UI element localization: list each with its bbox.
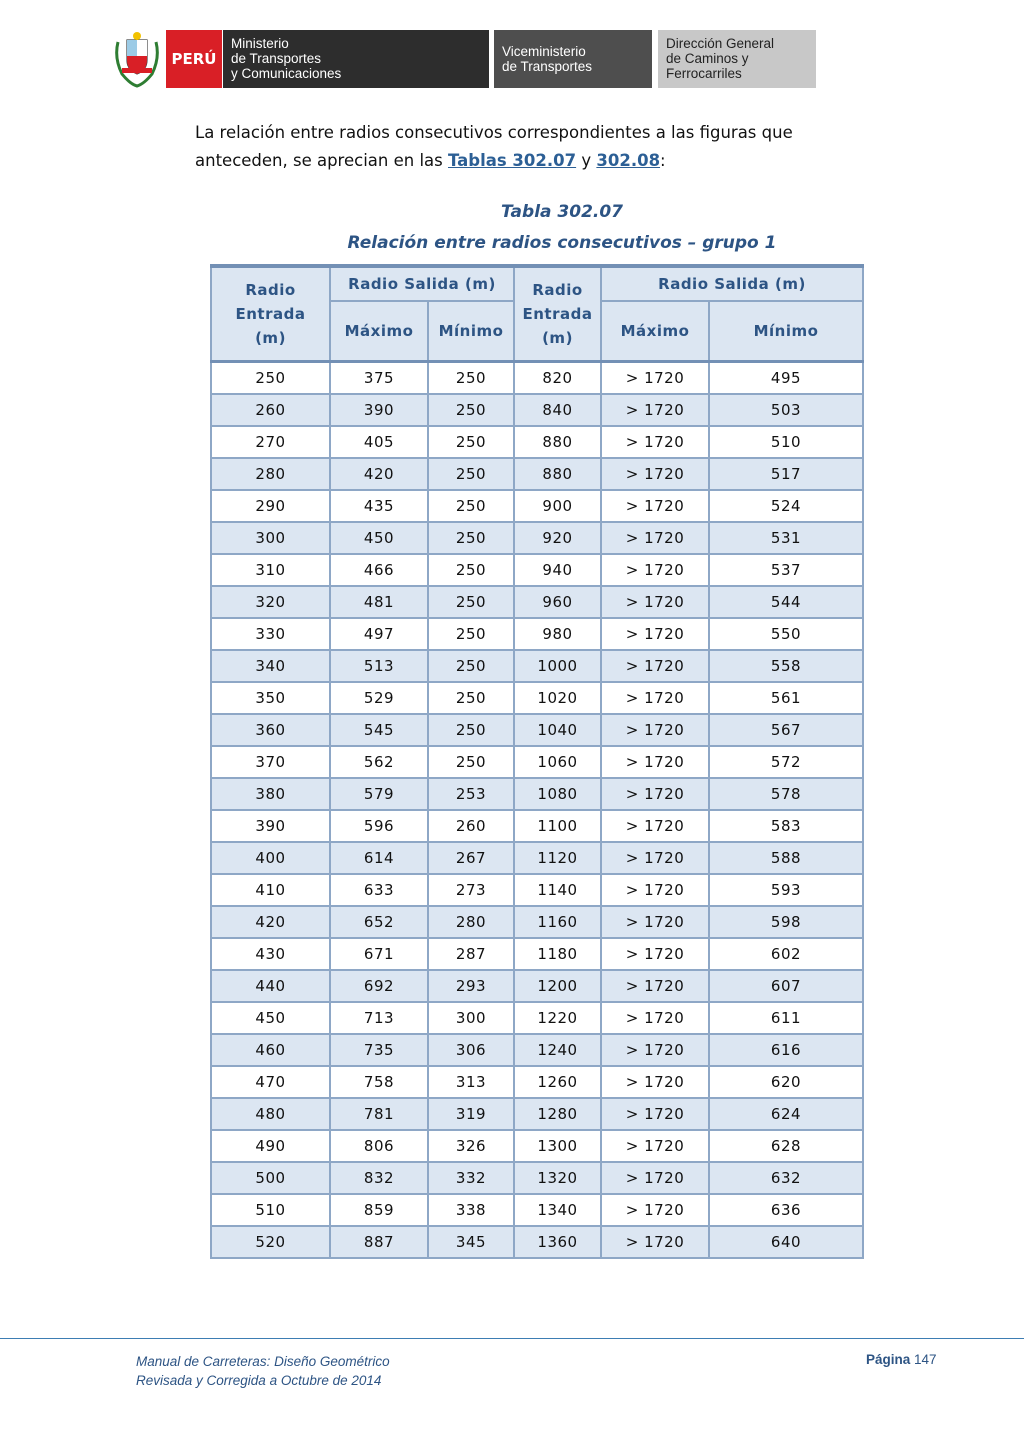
header-radio-entrada-2 bbox=[514, 266, 601, 362]
table-row bbox=[211, 1098, 863, 1130]
table-cell: 290 bbox=[211, 490, 330, 522]
table-row bbox=[211, 586, 863, 618]
direction-block bbox=[658, 30, 816, 88]
table-cell: 319 bbox=[428, 1098, 514, 1130]
table-cell: 460 bbox=[211, 1034, 330, 1066]
table-cell: > 1720 bbox=[601, 682, 709, 714]
table-cell: 380 bbox=[211, 778, 330, 810]
table-cell: 1040 bbox=[514, 714, 601, 746]
table-cell: 250 bbox=[428, 554, 514, 586]
table-cell: 1260 bbox=[514, 1066, 601, 1098]
table-cell: 652 bbox=[330, 906, 428, 938]
table-cell: 596 bbox=[330, 810, 428, 842]
table-cell: 713 bbox=[330, 1002, 428, 1034]
table-cell: 410 bbox=[211, 874, 330, 906]
table-cell: 640 bbox=[709, 1226, 863, 1258]
table-cell: 250 bbox=[428, 490, 514, 522]
table-cell: 250 bbox=[428, 682, 514, 714]
table-cell: 561 bbox=[709, 682, 863, 714]
table-cell: 1300 bbox=[514, 1130, 601, 1162]
viceministry-block bbox=[494, 30, 652, 88]
table-cell: > 1720 bbox=[601, 842, 709, 874]
header-minimo-2: Mínimo bbox=[709, 301, 863, 362]
table-cell: 420 bbox=[330, 458, 428, 490]
table-cell: 531 bbox=[709, 522, 863, 554]
table-cell: 758 bbox=[330, 1066, 428, 1098]
table-cell: 250 bbox=[428, 362, 514, 395]
coat-of-arms-icon bbox=[112, 28, 162, 88]
table-cell: 980 bbox=[514, 618, 601, 650]
footer-manual-info bbox=[136, 1352, 390, 1390]
table-row bbox=[211, 778, 863, 810]
table-cell: > 1720 bbox=[601, 1002, 709, 1034]
table-cell: 781 bbox=[330, 1098, 428, 1130]
table-cell: 614 bbox=[330, 842, 428, 874]
table-cell: 510 bbox=[709, 426, 863, 458]
table-cell: > 1720 bbox=[601, 522, 709, 554]
table-cell: 490 bbox=[211, 1130, 330, 1162]
page-label: Página bbox=[866, 1352, 911, 1367]
table-cell: 280 bbox=[428, 906, 514, 938]
table-cell: 529 bbox=[330, 682, 428, 714]
intro-text-after: : bbox=[660, 151, 666, 170]
table-cell: 250 bbox=[428, 522, 514, 554]
table-cell: 250 bbox=[428, 586, 514, 618]
table-row bbox=[211, 522, 863, 554]
table-cell: 250 bbox=[428, 746, 514, 778]
table-cell: 562 bbox=[330, 746, 428, 778]
table-cell: 293 bbox=[428, 970, 514, 1002]
table-row bbox=[211, 682, 863, 714]
table-cell: > 1720 bbox=[601, 458, 709, 490]
footer-manual-title: Manual de Carreteras: Diseño Geométrico bbox=[136, 1354, 390, 1369]
table-cell: 545 bbox=[330, 714, 428, 746]
table-cell: 450 bbox=[330, 522, 428, 554]
table-cell: 510 bbox=[211, 1194, 330, 1226]
header-radio-label: Radio bbox=[532, 281, 583, 299]
header-maximo-2: Máximo bbox=[601, 301, 709, 362]
table-cell: 832 bbox=[330, 1162, 428, 1194]
table-cell: 250 bbox=[428, 618, 514, 650]
table-cell: 253 bbox=[428, 778, 514, 810]
table-cell: 260 bbox=[428, 810, 514, 842]
ministry-block bbox=[223, 30, 489, 88]
table-cell: 920 bbox=[514, 522, 601, 554]
table-number-caption: Tabla 302.07 bbox=[500, 202, 624, 222]
table-cell: 250 bbox=[428, 426, 514, 458]
table-cell: 332 bbox=[428, 1162, 514, 1194]
table-cell: 583 bbox=[709, 810, 863, 842]
header-maximo-1: Máximo bbox=[330, 301, 428, 362]
table-cell: 602 bbox=[709, 938, 863, 970]
table-cell: 1320 bbox=[514, 1162, 601, 1194]
table-row bbox=[211, 1130, 863, 1162]
table-cell: 572 bbox=[709, 746, 863, 778]
table-cell: 692 bbox=[330, 970, 428, 1002]
country-label: PERÚ bbox=[171, 50, 217, 68]
table-cell: > 1720 bbox=[601, 1066, 709, 1098]
footer-revision: Revisada y Corregida a Octubre de 2014 bbox=[136, 1373, 382, 1388]
table-cell: > 1720 bbox=[601, 618, 709, 650]
table-cell: 480 bbox=[211, 1098, 330, 1130]
page-number bbox=[866, 1352, 937, 1367]
table-cell: 887 bbox=[330, 1226, 428, 1258]
table-cell: 280 bbox=[211, 458, 330, 490]
table-cell: 513 bbox=[330, 650, 428, 682]
header-unit-label: (m) bbox=[542, 329, 573, 347]
table-cell: 1180 bbox=[514, 938, 601, 970]
ministry-line-3: y Comunicaciones bbox=[231, 66, 342, 81]
table-cell: 466 bbox=[330, 554, 428, 586]
table-cell: 636 bbox=[709, 1194, 863, 1226]
table-cell: 558 bbox=[709, 650, 863, 682]
header-minimo-1: Mínimo bbox=[428, 301, 514, 362]
table-row bbox=[211, 1162, 863, 1194]
table-cell: 390 bbox=[330, 394, 428, 426]
intro-text-before: La relación entre radios consecutivos correspondientes a las figuras que anteceden, se aprecian en las bbox=[195, 123, 793, 170]
table-cell: 250 bbox=[428, 650, 514, 682]
table-cell: 940 bbox=[514, 554, 601, 586]
header-radio-label: Radio bbox=[245, 281, 296, 299]
intro-text-between: y bbox=[576, 151, 597, 170]
table-cell: > 1720 bbox=[601, 906, 709, 938]
table-cell: 470 bbox=[211, 1066, 330, 1098]
table-cell: 544 bbox=[709, 586, 863, 618]
table-row bbox=[211, 906, 863, 938]
table-cell: 405 bbox=[330, 426, 428, 458]
direction-line-1: Dirección General bbox=[666, 36, 775, 51]
table-row bbox=[211, 362, 863, 395]
table-cell: 340 bbox=[211, 650, 330, 682]
table-cell: 430 bbox=[211, 938, 330, 970]
table-cell: 960 bbox=[514, 586, 601, 618]
table-cell: 495 bbox=[709, 362, 863, 395]
table-cell: > 1720 bbox=[601, 490, 709, 522]
table-row bbox=[211, 426, 863, 458]
table-cell: 300 bbox=[211, 522, 330, 554]
header-banner bbox=[112, 28, 775, 88]
table-cell: 607 bbox=[709, 970, 863, 1002]
table-cell: 345 bbox=[428, 1226, 514, 1258]
link-tablas-302-07[interactable]: Tablas 302.07 bbox=[448, 151, 577, 170]
table-row bbox=[211, 938, 863, 970]
header-radio-entrada-1 bbox=[211, 266, 330, 362]
table-cell: 578 bbox=[709, 778, 863, 810]
table-cell: > 1720 bbox=[601, 714, 709, 746]
table-cell: 671 bbox=[330, 938, 428, 970]
table-row bbox=[211, 714, 863, 746]
table-cell: 620 bbox=[709, 1066, 863, 1098]
table-cell: > 1720 bbox=[601, 426, 709, 458]
table-cell: 306 bbox=[428, 1034, 514, 1066]
intro-paragraph bbox=[195, 119, 875, 175]
table-cell: 360 bbox=[211, 714, 330, 746]
table-cell: > 1720 bbox=[601, 1034, 709, 1066]
table-cell: > 1720 bbox=[601, 810, 709, 842]
table-cell: > 1720 bbox=[601, 554, 709, 586]
table-cell: 310 bbox=[211, 554, 330, 586]
header-entrada-label: Entrada bbox=[235, 305, 306, 323]
direction-line-2: de Caminos y bbox=[666, 51, 749, 66]
table-cell: 500 bbox=[211, 1162, 330, 1194]
table-row bbox=[211, 874, 863, 906]
table-row bbox=[211, 842, 863, 874]
header-entrada-label: Entrada bbox=[522, 305, 593, 323]
table-cell: 250 bbox=[428, 458, 514, 490]
link-302-08[interactable]: 302.08 bbox=[596, 151, 661, 170]
table-cell: > 1720 bbox=[601, 1098, 709, 1130]
peru-logo bbox=[166, 30, 222, 88]
table-cell: 588 bbox=[709, 842, 863, 874]
table-cell: 1240 bbox=[514, 1034, 601, 1066]
table-cell: > 1720 bbox=[601, 1194, 709, 1226]
table-cell: 520 bbox=[211, 1226, 330, 1258]
table-cell: > 1720 bbox=[601, 362, 709, 395]
table-cell: 400 bbox=[211, 842, 330, 874]
table-cell: > 1720 bbox=[601, 1130, 709, 1162]
table-row bbox=[211, 394, 863, 426]
table-row bbox=[211, 1226, 863, 1258]
table-cell: 503 bbox=[709, 394, 863, 426]
table-cell: > 1720 bbox=[601, 394, 709, 426]
page-number-value: 147 bbox=[914, 1352, 937, 1367]
table-cell: 270 bbox=[211, 426, 330, 458]
direction-line-3: Ferrocarriles bbox=[666, 66, 742, 81]
table-cell: 435 bbox=[330, 490, 428, 522]
table-cell: 1360 bbox=[514, 1226, 601, 1258]
ministry-line-1: Ministerio bbox=[231, 36, 289, 51]
table-cell: 250 bbox=[211, 362, 330, 395]
table-cell: 320 bbox=[211, 586, 330, 618]
ministry-line-2: de Transportes bbox=[231, 51, 322, 66]
table-cell: 735 bbox=[330, 1034, 428, 1066]
table-row bbox=[211, 458, 863, 490]
table-cell: > 1720 bbox=[601, 970, 709, 1002]
table-cell: 313 bbox=[428, 1066, 514, 1098]
table-cell: 326 bbox=[428, 1130, 514, 1162]
footer-divider bbox=[0, 1338, 1024, 1339]
table-row bbox=[211, 810, 863, 842]
table-cell: 524 bbox=[709, 490, 863, 522]
table-cell: 579 bbox=[330, 778, 428, 810]
table-cell: 287 bbox=[428, 938, 514, 970]
table-cell: > 1720 bbox=[601, 1226, 709, 1258]
table-cell: 481 bbox=[330, 586, 428, 618]
table-cell: 375 bbox=[330, 362, 428, 395]
table-cell: 1100 bbox=[514, 810, 601, 842]
table-cell: 440 bbox=[211, 970, 330, 1002]
table-cell: 616 bbox=[709, 1034, 863, 1066]
table-cell: 628 bbox=[709, 1130, 863, 1162]
vice-line-1: Viceministerio bbox=[502, 44, 586, 59]
table-cell: 267 bbox=[428, 842, 514, 874]
table-cell: 1020 bbox=[514, 682, 601, 714]
table-cell: 1140 bbox=[514, 874, 601, 906]
table-row bbox=[211, 554, 863, 586]
table-cell: 1200 bbox=[514, 970, 601, 1002]
table-cell: 567 bbox=[709, 714, 863, 746]
table-cell: 820 bbox=[514, 362, 601, 395]
table-cell: 1120 bbox=[514, 842, 601, 874]
table-row bbox=[211, 490, 863, 522]
table-cell: 633 bbox=[330, 874, 428, 906]
table-cell: 880 bbox=[514, 458, 601, 490]
table-cell: 632 bbox=[709, 1162, 863, 1194]
table-cell: > 1720 bbox=[601, 650, 709, 682]
table-cell: 350 bbox=[211, 682, 330, 714]
table-cell: 1340 bbox=[514, 1194, 601, 1226]
table-cell: 330 bbox=[211, 618, 330, 650]
table-cell: 420 bbox=[211, 906, 330, 938]
vice-line-2: de Transportes bbox=[502, 59, 593, 74]
table-cell: 390 bbox=[211, 810, 330, 842]
table-cell: 840 bbox=[514, 394, 601, 426]
table-row bbox=[211, 1066, 863, 1098]
table-cell: 537 bbox=[709, 554, 863, 586]
table-cell: 806 bbox=[330, 1130, 428, 1162]
header-radio-salida-1: Radio Salida (m) bbox=[330, 266, 514, 301]
table-row bbox=[211, 1194, 863, 1226]
header-radio-salida-2: Radio Salida (m) bbox=[601, 266, 863, 301]
table-row bbox=[211, 1034, 863, 1066]
table-cell: 338 bbox=[428, 1194, 514, 1226]
table-cell: 880 bbox=[514, 426, 601, 458]
table-title-caption: Relación entre radios consecutivos – grupo 1 bbox=[347, 233, 777, 253]
table-cell: 517 bbox=[709, 458, 863, 490]
table-header bbox=[211, 266, 863, 362]
table-cell: > 1720 bbox=[601, 586, 709, 618]
header-unit-label: (m) bbox=[255, 329, 286, 347]
table-cell: 450 bbox=[211, 1002, 330, 1034]
table-cell: 859 bbox=[330, 1194, 428, 1226]
table-cell: 1280 bbox=[514, 1098, 601, 1130]
table-cell: 1000 bbox=[514, 650, 601, 682]
table-cell: 260 bbox=[211, 394, 330, 426]
table-row bbox=[211, 970, 863, 1002]
table-cell: 593 bbox=[709, 874, 863, 906]
table-cell: 1160 bbox=[514, 906, 601, 938]
table-cell: > 1720 bbox=[601, 746, 709, 778]
table-cell: 1080 bbox=[514, 778, 601, 810]
table-cell: > 1720 bbox=[601, 778, 709, 810]
table-row bbox=[211, 746, 863, 778]
table-cell: 250 bbox=[428, 714, 514, 746]
table-cell: > 1720 bbox=[601, 1162, 709, 1194]
table-cell: 250 bbox=[428, 394, 514, 426]
table-cell: 370 bbox=[211, 746, 330, 778]
table-cell: 1220 bbox=[514, 1002, 601, 1034]
table-cell: 900 bbox=[514, 490, 601, 522]
table-cell: 497 bbox=[330, 618, 428, 650]
table-cell: 300 bbox=[428, 1002, 514, 1034]
table-cell: > 1720 bbox=[601, 938, 709, 970]
table-body bbox=[211, 362, 863, 1259]
table-cell: > 1720 bbox=[601, 874, 709, 906]
table-row bbox=[211, 650, 863, 682]
table-cell: 273 bbox=[428, 874, 514, 906]
table-cell: 550 bbox=[709, 618, 863, 650]
table-cell: 624 bbox=[709, 1098, 863, 1130]
table-cell: 611 bbox=[709, 1002, 863, 1034]
radius-relation-table bbox=[210, 264, 864, 1259]
table-cell: 598 bbox=[709, 906, 863, 938]
table-row bbox=[211, 618, 863, 650]
table-cell: 1060 bbox=[514, 746, 601, 778]
table-row bbox=[211, 1002, 863, 1034]
